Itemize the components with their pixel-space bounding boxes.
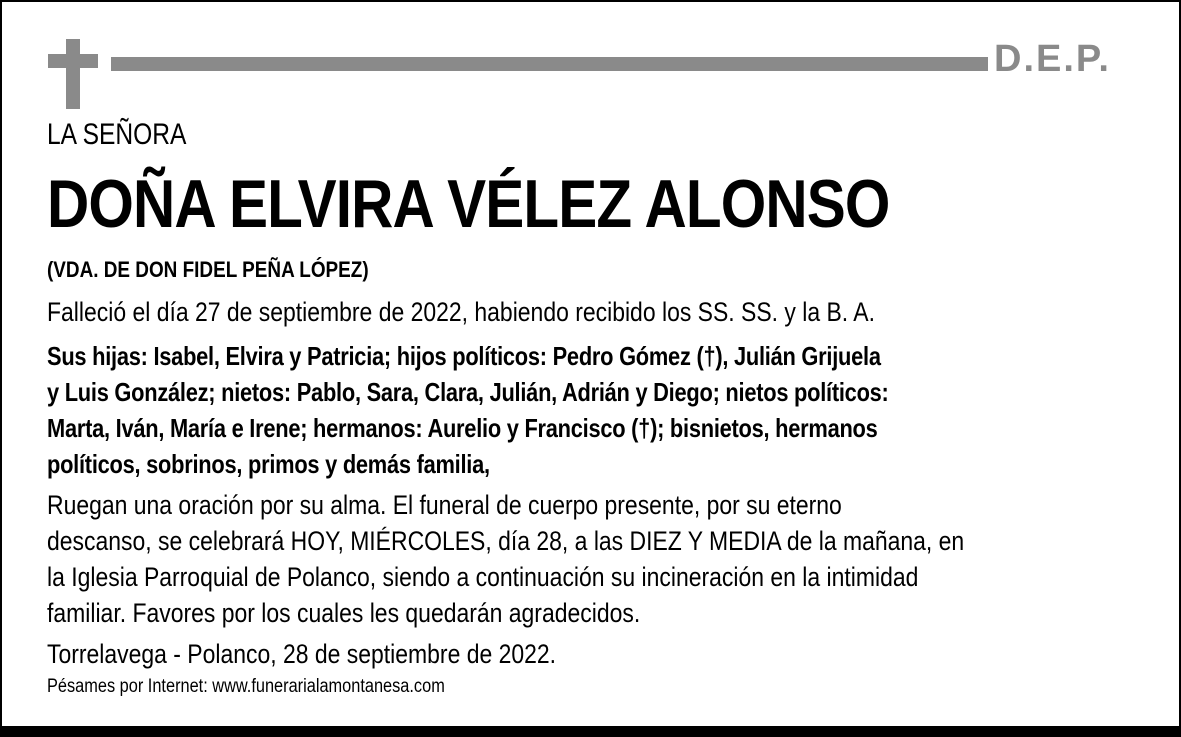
death-line: Falleció el día 27 de septiembre de 2022, habiendo recibido los SS. SS. y la B. A. — [47, 297, 875, 327]
funeral-line: descanso, se celebrará HOY, MIÉRCOLES, día 28, a las DIEZ Y MEDIA de la mañana, en — [47, 526, 965, 556]
header-rule — [111, 57, 988, 71]
funeral-line: la Iglesia Parroquial de Polanco, siendo a continuación su incineración en la intimidad — [47, 562, 919, 592]
funeral-line: familiar. Favores por los cuales les quedarán agradecidos. — [47, 598, 641, 628]
family-line: políticos, sobrinos, primos y demás familia, — [47, 449, 490, 479]
family-line: y Luis González; nietos: Pablo, Sara, Clara, Julián, Adrián y Diego; nietos políticos: — [47, 377, 889, 407]
family-line: Sus hijas: Isabel, Elvira y Patricia; hijos políticos: Pedro Gómez (†), Julián Grijuela — [47, 341, 881, 371]
funeral-line: Ruegan una oración por su alma. El funeral de cuerpo presente, por su eterno — [47, 490, 842, 520]
cross-icon-bar — [48, 54, 98, 68]
intro-label: LA SEÑORA — [47, 118, 187, 151]
place-date: Torrelavega - Polanco, 28 de septiembre de 2022. — [47, 639, 557, 669]
widow-of: (VDA. DE DON FIDEL PEÑA LÓPEZ) — [47, 257, 369, 282]
deceased-name: DOÑA ELVIRA VÉLEZ ALONSO — [47, 166, 890, 242]
family-line: Marta, Iván, María e Irene; hermanos: Aurelio y Francisco (†); bisnietos, hermanos — [47, 413, 878, 443]
condolences-web: Pésames por Internet: www.funerarialamontanesa.com — [47, 676, 445, 697]
dep-label: D.E.P. — [994, 38, 1111, 80]
cross-icon — [66, 39, 80, 109]
